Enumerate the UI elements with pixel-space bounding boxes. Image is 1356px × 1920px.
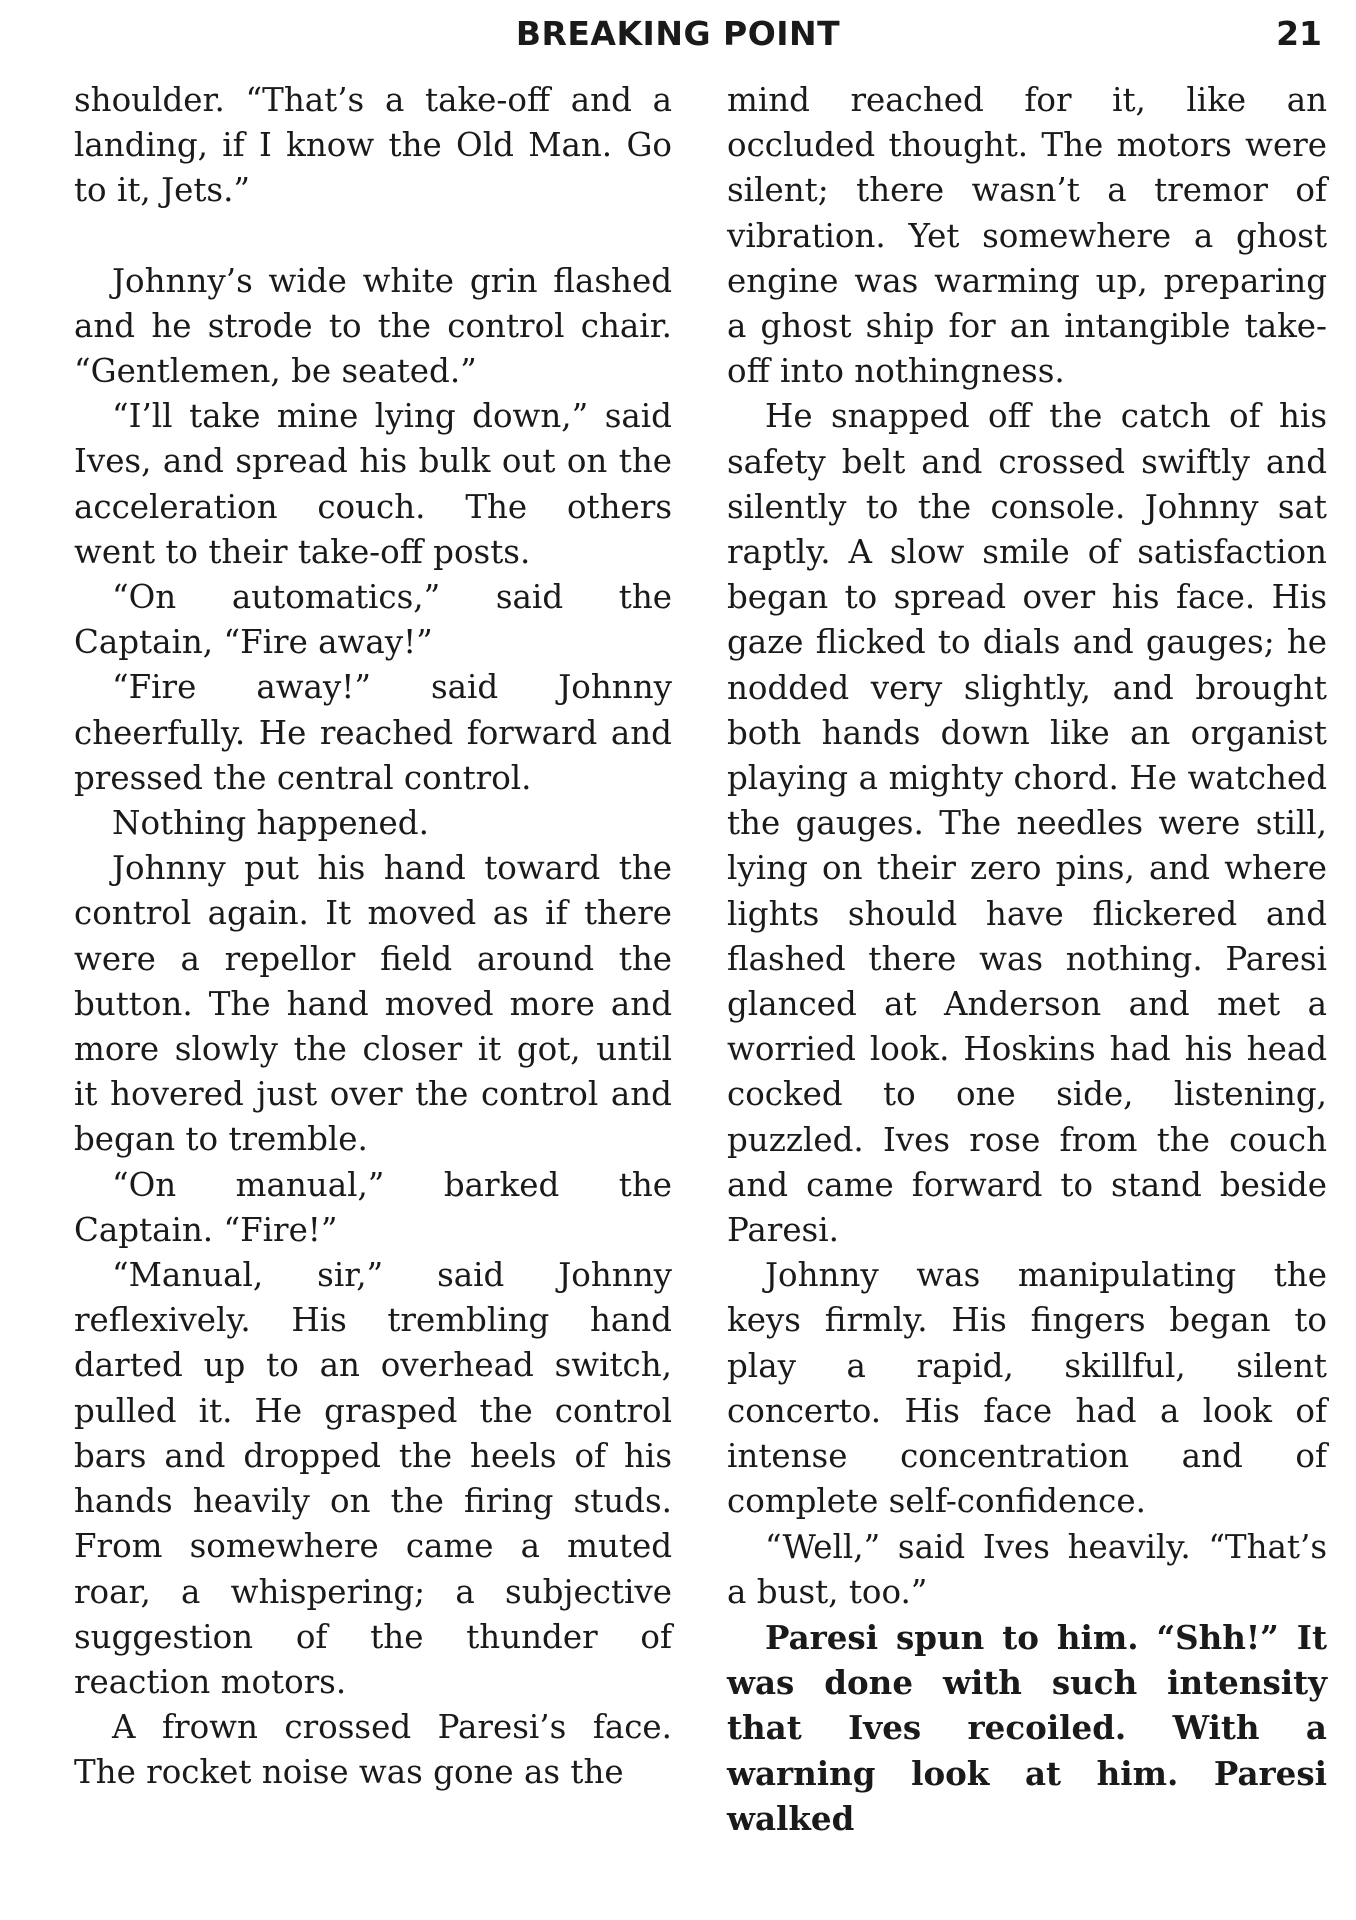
page-header: [0, 14, 1356, 64]
paragraph: Johnny put his hand toward the control again. It moved as if there were a repellor field around the button. The hand moved more and more slowly the closer it got, until it hovered just over the control and began to tremble.: [74, 849, 672, 1159]
running-head: BREAKING POINT: [515, 14, 841, 53]
paragraph: A frown crossed Paresi’s face. The rocket noise was gone as the: [74, 1708, 672, 1792]
paragraph: “On manual,” barked the Captain. “Fire!”: [74, 1165, 672, 1249]
paragraph: “Well,” said Ives heavily. “That’s a bust, too.”: [727, 1527, 1327, 1611]
left-column: [74, 78, 672, 1796]
page-number: 21: [1276, 14, 1322, 53]
paragraph: Johnny was manipulating the keys firmly. His fingers began to play a rapid, skillful, silent concerto. His face had a look of intense concentration and of complete self-confidence.: [727, 1256, 1327, 1521]
paragraph: Paresi spun to him. “Shh!” It was done with such intensity that Ives recoiled. With a warning look at him. Paresi walked: [727, 1617, 1327, 1838]
paragraph: “Fire away!” said Johnny cheerfully. He reached forward and pressed the central control.: [74, 668, 672, 797]
paragraph: “On automatics,” said the Captain, “Fire away!”: [74, 578, 672, 662]
paragraph: “I’ll take mine lying down,” said Ives, and spread his bulk out on the acceleration couch. The others went to their take-off posts.: [74, 397, 672, 571]
paragraph: Johnny’s wide white grin flashed and he strode to the control chair. “Gentlemen, be seated.”: [74, 261, 672, 391]
paragraph: He snapped off the catch of his safety belt and crossed swiftly and silently to the console. Johnny sat raptly. A slow smile of satisfaction began to spread over his face. His gaze flicked to dials and gauges; he nodded very slightly, and brought both hands down like an organist playing a mighty chord. He watched the gauges. The needles were still, lying on their zero pins, and where lights should have flickered and flashed there was nothing. Paresi glanced at Anderson and met a worried look. Hoskins had his head cocked to one side, listening, puzzled. Ives rose from the couch and came forward to stand beside Paresi.: [727, 397, 1327, 1250]
paragraph: Nothing happened.: [112, 804, 429, 843]
right-column: [727, 78, 1327, 1841]
paragraph: “Manual, sir,” said Johnny reflexively. His trembling hand darted up to an overhead switch, pulled it. He grasped the control bars and dropped the heels of his hands heavily on the firing studs. From somewhere came a muted roar, a whispering; a subjective suggestion of the thunder of reaction motors.: [74, 1256, 672, 1701]
paragraph: shoulder. “That’s a take-off and a landing, if I know the Old Man. Go to it, Jets.”: [74, 81, 672, 210]
paragraph: mind reached for it, like an occluded thought. The motors were silent; there wasn’t a tremor of vibration. Yet somewhere a ghost engine was warming up, preparing a ghost ship for an intangible take-off into nothingness.: [727, 81, 1327, 391]
